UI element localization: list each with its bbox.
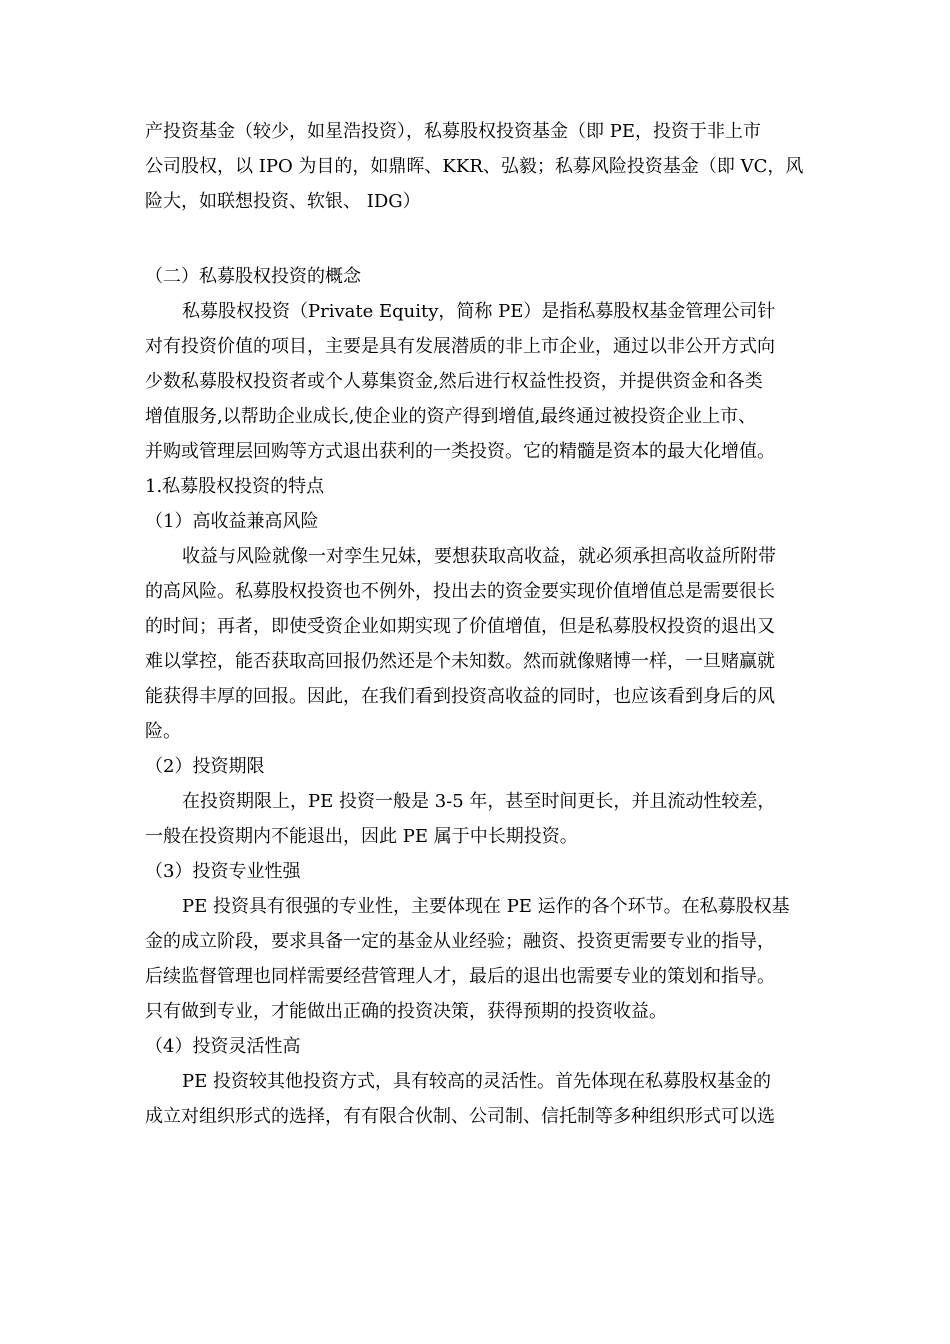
concept-line-3: 少数私募股权投资者或个人募集资金,然后进行权益性投资，并提供资金和各类 (145, 371, 763, 392)
feature1-line-1: 收益与风险就像一对孪生兄妹，要想获取高收益，就必须承担高收益所附带 (182, 546, 776, 567)
feature1-line-2: 的高风险。私募股权投资也不例外，投出去的资金要实现价值增值总是需要很长 (145, 581, 775, 602)
feature2-line-1: 在投资期限上，PE 投资一般是 3-5 年，甚至时间更长，并且流动性较差， (182, 791, 776, 812)
intro-line-2: 公司股权，以 IPO 为目的，如鼎晖、KKR、弘毅；私募风险投资基金（即 VC，风 (145, 156, 804, 177)
features-heading: 1.私募股权投资的特点 (145, 476, 325, 497)
feature3-line-1: PE 投资具有很强的专业性，主要体现在 PE 运作的各个环节。在私募股权基 (182, 896, 790, 917)
feature1-line-4: 难以掌控，能否获取高回报仍然还是个未知数。然而就像赌博一样，一旦赌赢就 (145, 651, 775, 672)
section-heading-concept: （二）私募股权投资的概念 (145, 266, 361, 287)
concept-line-1: 私募股权投资（Private Equity，简称 PE）是指私募股权基金管理公司针 (182, 301, 776, 322)
feature3-heading: （3）投资专业性强 (145, 861, 301, 882)
feature3-line-4: 只有做到专业，才能做出正确的投资决策，获得预期的投资收益。 (145, 1001, 667, 1022)
feature4-heading: （4）投资灵活性高 (145, 1036, 301, 1057)
concept-line-5: 并购或管理层回购等方式退出获利的一类投资。它的精髓是资本的最大化增值。 (145, 441, 775, 462)
feature1-line-5: 能获得丰厚的回报。因此，在我们看到投资高收益的同时，也应该看到身后的风 (145, 686, 775, 707)
feature4-line-2: 成立对组织形式的选择，有有限合伙制、公司制、信托制等多种组织形式可以选 (145, 1106, 775, 1127)
feature1-line-3: 的时间；再者，即使受资企业如期实现了价值增值，但是私募股权投资的退出又 (145, 616, 775, 637)
document-page (145, 114, 810, 1134)
feature2-heading: （2）投资期限 (145, 756, 265, 777)
intro-line-1: 产投资基金（较少，如星浩投资），私募股权投资基金（即 PE，投资于非上市 (145, 121, 761, 142)
feature4-line-1: PE 投资较其他投资方式，具有较高的灵活性。首先体现在私募股权基金的 (182, 1071, 771, 1092)
intro-line-3: 险大，如联想投资、软银、 IDG） (145, 191, 421, 212)
feature2-line-2: 一般在投资期内不能退出，因此 PE 属于中长期投资。 (145, 826, 578, 847)
feature1-heading: （1）高收益兼高风险 (145, 511, 319, 532)
feature3-line-3: 后续监督管理也同样需要经营管理人才，最后的退出也需要专业的策划和指导。 (145, 966, 775, 987)
feature3-line-2: 金的成立阶段，要求具备一定的基金从业经验；融资、投资更需要专业的指导， (145, 931, 775, 952)
feature1-line-6: 险。 (145, 721, 181, 742)
paragraph-spacer (145, 219, 810, 259)
concept-line-4: 增值服务,以帮助企业成长,使企业的资产得到增值,最终通过被投资企业上市、 (145, 406, 757, 427)
concept-line-2: 对有投资价值的项目，主要是具有发展潜质的非上市企业，通过以非公开方式向 (145, 336, 775, 357)
